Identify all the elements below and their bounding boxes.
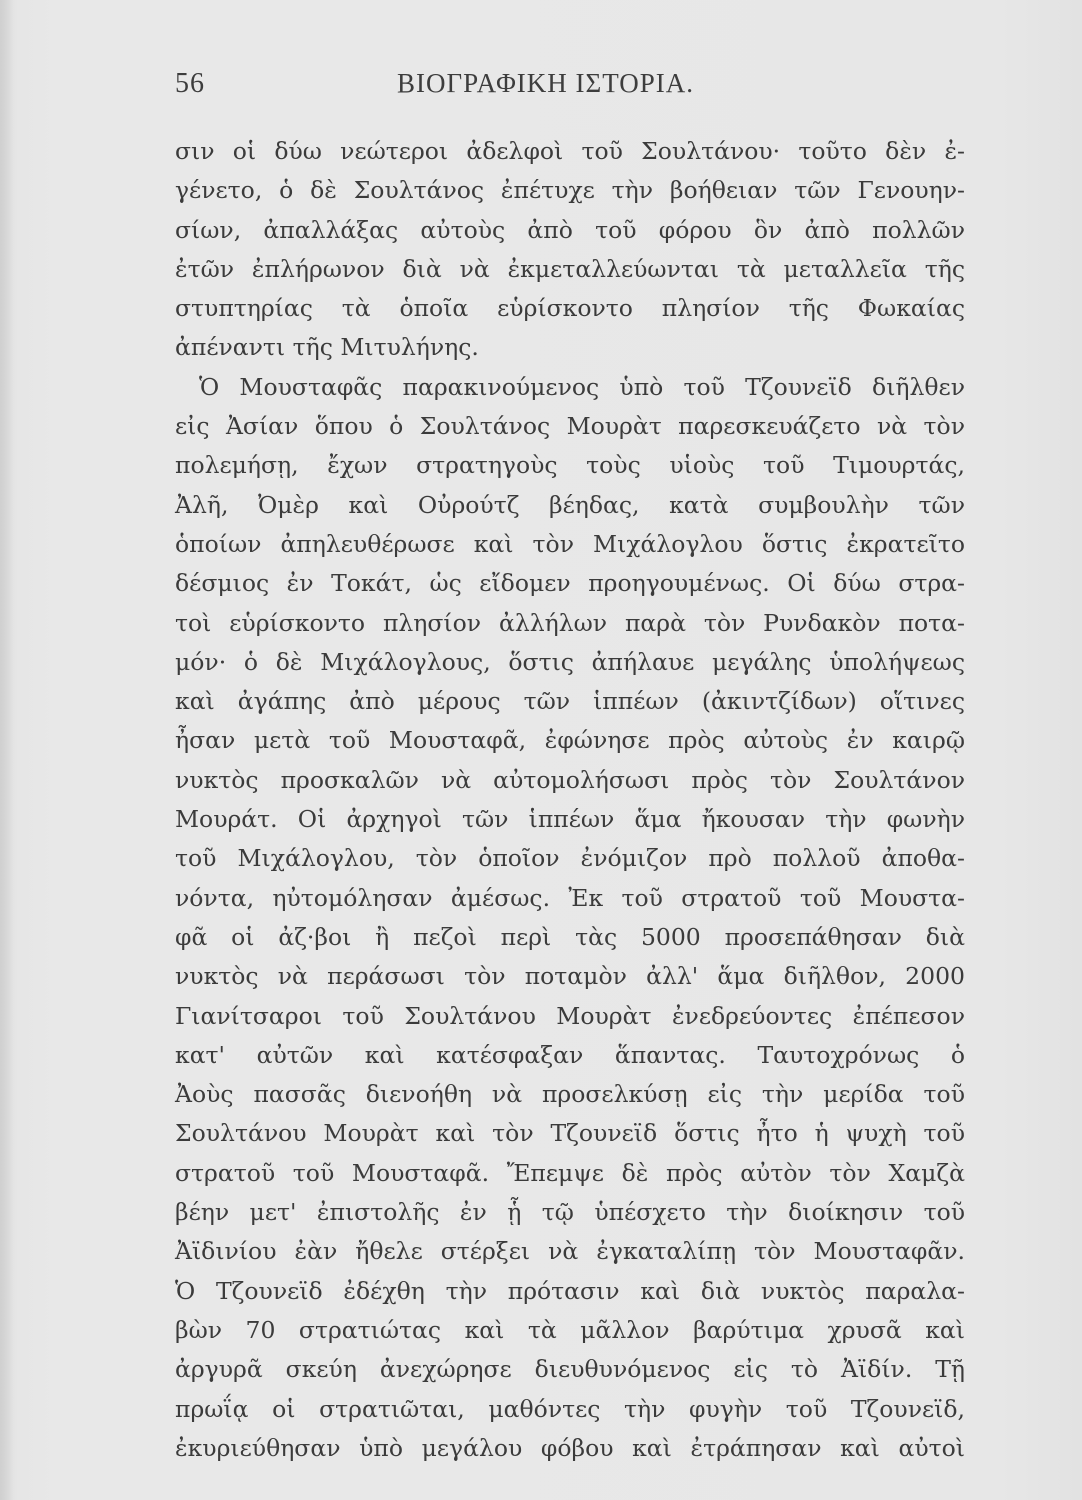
text-line: τοὶ εὑρίσκοντο πλησίον ἀλλήλων παρὰ τὸν Ρυνδακὸν ποτα- bbox=[175, 608, 965, 637]
paragraph-start-line: Ὁ Μουσταφᾶς παρακινούμενος ὑπὸ τοῦ Τζουνεϊδ διῆλθεν bbox=[199, 372, 965, 401]
running-title: ΒΙΟΓΡΑΦΙΚΗ ΙΣΤΟΡΙΑ. bbox=[397, 68, 695, 98]
text-line: στρατοῦ τοῦ Μουσταφᾶ. Ἔπεμψε δὲ πρὸς αὐτὸν τὸν Χαμζὰ bbox=[175, 1158, 965, 1187]
text-line: Ἀϊδινίου ἐὰν ἤθελε στέρξει νὰ ἐγκαταλίπῃ τὸν Μουσταφᾶν. bbox=[175, 1237, 965, 1266]
text-line: ἀπέναντι τῆς Μιτυλήνης. bbox=[175, 333, 479, 362]
text-line: Ὁ Τζουνεϊδ ἐδέχθη τὴν πρότασιν καὶ διὰ νυκτὸς παραλα- bbox=[175, 1276, 965, 1305]
text-line: κατ' αὐτῶν καὶ κατέσφαξαν ἅπαντας. Ταυτοχρόνως ὁ bbox=[175, 1040, 965, 1069]
text-line: πολεμήσῃ, ἔχων στρατηγοὺς τοὺς υἱοὺς τοῦ Τιμουρτάς, bbox=[175, 451, 965, 480]
text-line: Μουράτ. Οἱ ἀρχηγοὶ τῶν ἱππέων ἅμα ἤκουσαν τὴν φωνὴν bbox=[175, 805, 965, 834]
text-line: τοῦ Μιχάλογλου, τὸν ὁποῖον ἐνόμιζον πρὸ πολλοῦ ἀποθα- bbox=[175, 844, 965, 873]
text-line: Ἀλῆ, Ὀμὲρ καὶ Οὐρούτζ βέηδας, κατὰ συμβουλὴν τῶν bbox=[175, 490, 965, 519]
text-line: γένετο, ὁ δὲ Σουλτάνος ἐπέτυχε τὴν βοήθειαν τῶν Γενουην- bbox=[175, 176, 965, 205]
text-line: νυκτὸς προσκαλῶν νὰ αὐτομολήσωσι πρὸς τὸν Σουλτάνον bbox=[175, 765, 965, 794]
text-line: σιν οἱ δύω νεώτεροι ἀδελφοὶ τοῦ Σουλτάνου· τοῦτο δὲν ἐ- bbox=[175, 137, 965, 165]
text-line: βέην μετ' ἐπιστολῆς ἐν ᾗ τῷ ὑπέσχετο τὴν διοίκησιν τοῦ bbox=[175, 1198, 965, 1227]
text-line: καὶ ἀγάπης ἀπὸ μέρους τῶν ἱππέων (ἀκιντζίδων) οἵτινες bbox=[175, 687, 965, 716]
text-line: δέσμιος ἐν Τοκάτ, ὡς εἴδομεν προηγουμένως. Οἱ δύω στρα- bbox=[175, 569, 965, 598]
text-line: νόντα, ηὐτομόλησαν ἀμέσως. Ἐκ τοῦ στρατοῦ τοῦ Μουστα- bbox=[175, 883, 965, 912]
text-line: ἐτῶν ἐπλήρωνον διὰ νὰ ἐκμεταλλεύωνται τὰ μεταλλεῖα τῆς bbox=[175, 254, 965, 283]
text-line: Σουλτάνου Μουρὰτ καὶ τὸν Τζουνεϊδ ὅστις ἦτο ἡ ψυχὴ τοῦ bbox=[175, 1119, 965, 1148]
text-line: ὁποίων ἀπηλευθέρωσε καὶ τὸν Μιχάλογλου ὅστις ἐκρατεῖτο bbox=[175, 529, 965, 558]
text-line: φᾶ οἱ ἀζ·βοι ἢ πεζοὶ περὶ τὰς 5000 προσεπάθησαν διὰ bbox=[175, 922, 965, 951]
text-line: ἦσαν μετὰ τοῦ Μουσταφᾶ, ἐφώνησε πρὸς αὐτοὺς ἐν καιρῷ bbox=[175, 726, 965, 755]
text-line: Ἀοὺς πασσᾶς διενοήθη νὰ προσελκύσῃ εἰς τὴν μερίδα τοῦ bbox=[175, 1080, 965, 1109]
text-line: ἐκυριεύθησαν ὑπὸ μεγάλου φόβου καὶ ἐτράπησαν καὶ αὐτοὶ bbox=[175, 1433, 965, 1462]
text-line: σίων, ἀπαλλάξας αὐτοὺς ἀπὸ τοῦ φόρου ὃν ἀπὸ πολλῶν bbox=[175, 215, 965, 244]
text-line: Γιανίτσαροι τοῦ Σουλτάνου Μουρὰτ ἐνεδρεύοντες ἐπέπεσον bbox=[175, 1001, 965, 1030]
running-head bbox=[175, 68, 965, 108]
text-line: στυπτηρίας τὰ ὁποῖα εὑρίσκοντο πλησίον τῆς Φωκαίας bbox=[175, 294, 965, 323]
text-line: εἰς Ἀσίαν ὅπου ὁ Σουλτάνος Μουρὰτ παρεσκευάζετο νὰ τὸν bbox=[175, 412, 965, 441]
text-line: βὼν 70 στρατιώτας καὶ τὰ μᾶλλον βαρύτιμα χρυσᾶ καὶ bbox=[175, 1315, 965, 1344]
text-line: πρωΐᾳ οἱ στρατιῶται, μαθόντες τὴν φυγὴν τοῦ Τζουνεϊδ, bbox=[175, 1394, 965, 1423]
gutter-shadow bbox=[0, 0, 14, 1500]
body-text bbox=[175, 132, 965, 1468]
text-line: νυκτὸς νὰ περάσωσι τὸν ποταμὸν ἀλλ' ἅμα διῆλθον, 2000 bbox=[175, 962, 965, 991]
text-line: ἀργυρᾶ σκεύη ἀνεχώρησε διευθυνόμενος εἰς τὸ Ἀϊδίν. Τῇ bbox=[175, 1355, 965, 1384]
text-line: μόν· ὁ δὲ Μιχάλογλους, ὅστις ἀπήλαυε μεγάλης ὑπολήψεως bbox=[175, 647, 965, 676]
page-number: 56 bbox=[175, 68, 205, 99]
